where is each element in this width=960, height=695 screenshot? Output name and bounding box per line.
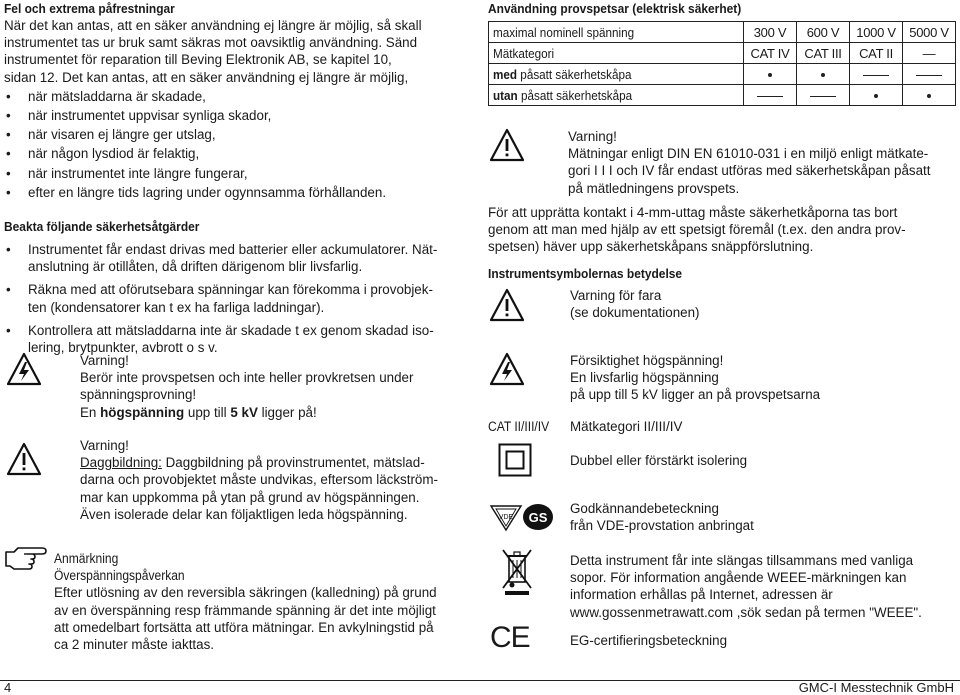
symbol-desc-high-voltage (570, 352, 956, 404)
table-cell (903, 85, 956, 106)
probe-usage-table (488, 21, 956, 106)
text-line: instrumentet tas ur bruk samt säkras mot oavsiktlig användning. Sänd (4, 35, 418, 51)
high-voltage-warning-icon (6, 352, 42, 386)
text-line: spetsen) häver upp säkerhetskåpans snäppförslutning. (488, 239, 814, 255)
warning-title: Varning! (80, 353, 129, 368)
page-number: 4 (4, 680, 12, 695)
text-line: När det kan antas, att en säker användning ej längre är möjlig, så skall (4, 18, 422, 33)
text-line: Godkännandebeteckning (570, 501, 719, 516)
text-line: För att upprätta kontakt i 4-mm-uttag måste säkerhetkåporna tas bort (488, 205, 898, 220)
list-item: • när någon lysdiod är felaktig, (4, 145, 470, 162)
table-cell (797, 64, 850, 85)
left-column (4, 0, 470, 356)
text-line: instrumentet för reparation till Beving Elektronik AB, se kapitel 10, (4, 52, 392, 68)
precautions-list (4, 241, 470, 356)
faults-list (4, 88, 470, 201)
highlight: 5 kV (230, 404, 258, 420)
table-cell: CAT III (797, 43, 850, 64)
footer-company: GMC-I Messtechnik GmbH (798, 680, 954, 695)
symbol-desc-weee (570, 552, 956, 621)
table-cell: 5000 V (903, 22, 956, 43)
text-line: genom att man med hjälp av ett spetsigt föremål (t.ex. den andra prov- (488, 222, 906, 238)
text-line: EG-certifieringsbeteckning (570, 633, 728, 648)
text-line: Efter utlösning av den reversibla säkringen (kalledning) på grund (54, 585, 437, 601)
note-subtitle: Överspänningspåverkan (54, 568, 185, 584)
highlight: Daggbildning: (80, 455, 162, 471)
text-line: gori I I I och IV får endast utföras med säkerhetskåpan påsatt (568, 163, 931, 179)
text-line: mar kan uppkomma på ytan på grund av högspänningen. (80, 489, 420, 505)
table-cell (744, 85, 797, 106)
text-line: information erhållas på Internet, adressen är (570, 587, 833, 603)
text-line: ca 2 minuter måste iakttas. (54, 637, 215, 653)
table-row (489, 64, 956, 85)
category-symbol: CAT II/III/IV (488, 419, 550, 434)
text-line: sidan 12. Det kan antas, att en säker användning ej längre är möjlig, (4, 69, 409, 85)
text-line: Mätningar enligt DIN EN 61010-031 i en miljö enligt mätkate- (568, 146, 929, 162)
table-cell (903, 64, 956, 85)
warning-triangle-icon (6, 442, 42, 476)
list-item: • när visaren ej längre ger utslag, (4, 126, 470, 143)
table-cell (850, 85, 903, 106)
pointing-hand-icon (4, 544, 48, 570)
ce-mark-icon: CE (490, 621, 530, 654)
gs-text: GS (528, 510, 548, 525)
note-title: Anmärkning (54, 551, 119, 566)
table-cell: — (903, 43, 956, 64)
text-line: lering, brytpunkter, avbrott o s v. (28, 340, 218, 356)
vde-text: VDE (498, 514, 514, 521)
warning-triangle-icon (489, 128, 525, 162)
high-voltage-warning-icon (489, 352, 525, 386)
not-allowed-dash (916, 75, 942, 76)
not-allowed-dash (757, 96, 783, 97)
text-line: En högspänning upp till 5 kV ligger på! (80, 404, 317, 420)
list-item: • när instrumentet inte längre fungerar, (4, 165, 470, 182)
text-line: darna och provobjektet måste undvikas, eftersom läckström- (80, 472, 438, 488)
table-cell: maximal nominell spänning (489, 22, 744, 43)
table-cell (797, 85, 850, 106)
allowed-dot (874, 94, 878, 98)
text-line: Försiktighet högspänning! (570, 353, 724, 368)
text-line: spänningsprovning! (80, 387, 197, 403)
table-cell: 300 V (744, 22, 797, 43)
symbol-desc-ce (570, 632, 956, 649)
table-title: Användning provspetsar (elektrisk säkerhet) (488, 1, 742, 16)
table-cell (744, 64, 797, 85)
text-line: Dubbel eller förstärkt isolering (570, 453, 748, 468)
symbol-desc-approval (570, 500, 956, 534)
section-title-faults: Fel och extrema påfrestningar (4, 1, 175, 16)
list-item: • när instrumentet uppvisar synliga skador, (4, 107, 470, 124)
symbol-desc-danger (570, 287, 956, 321)
note-overvoltage (54, 550, 470, 653)
table-row (489, 85, 956, 106)
symbol-desc-insulation (570, 452, 956, 469)
table-cell: utan påsatt säkerhetskåpa (489, 85, 744, 106)
text-line: Räkna med att oförutsebara spänningar kan förekomma i provobjek- (28, 282, 433, 298)
table-cell: 600 V (797, 22, 850, 43)
list-item (4, 281, 470, 315)
text-line: En livsfarlig högspänning (570, 370, 719, 386)
highlight: högspänning (100, 404, 185, 420)
double-insulation-icon (498, 443, 532, 477)
text-line: sopor. För information angående WEEE-märkningen kan (570, 570, 907, 586)
text-line: på mätledningens provspets. (568, 180, 740, 196)
table-cell: CAT II (850, 43, 903, 64)
text-line: Mätkategori II/III/IV (570, 419, 683, 434)
warning-title: Varning! (80, 438, 129, 453)
right-column (488, 0, 956, 106)
list-item (4, 241, 470, 275)
not-allowed-dash (810, 96, 836, 97)
text-line: Även isolerade delar kan följaktligen leda högspänning. (80, 506, 408, 522)
text-line: Kontrollera att mätsladdarna inte är skadade t ex genom skadad iso- (28, 322, 434, 338)
symbol-desc-category (570, 418, 956, 435)
text-line: att omedelbart fortsätta att utföra mätningar. En avkylningstid på (54, 619, 434, 635)
allowed-dot (927, 94, 931, 98)
faults-paragraph (4, 17, 470, 86)
warning-title: Varning! (568, 129, 617, 144)
table-cell: med påsatt säkerhetskåpa (489, 64, 744, 85)
table-row (489, 43, 956, 64)
warning-high-voltage (80, 352, 470, 421)
warning-category (568, 128, 958, 197)
text-line: Instrumentet får endast drivas med batterier eller ackumulatorer. Nät- (28, 242, 438, 258)
text-line: av en överspänning resp främmande spänning är det inte möjligt (54, 602, 436, 618)
table-cell: CAT IV (744, 43, 797, 64)
text-line: anslutning är otillåten, då driften därigenom blir livsfarlig. (28, 259, 363, 275)
symbols-title: Instrumentsymbolernas betydelse (488, 266, 683, 281)
text-line: Detta instrument får inte slängas tillsammans med vanliga (570, 553, 914, 568)
warning-triangle-icon (489, 288, 525, 322)
table-cell (850, 64, 903, 85)
text-line: från VDE-provstation anbringat (570, 518, 754, 534)
allowed-dot (768, 73, 772, 77)
table-row (489, 22, 956, 43)
allowed-dot (821, 73, 825, 77)
text-line: www.gossenmetrawatt.com ,sök sedan på termen "WEEE". (570, 604, 922, 620)
weee-crossed-bin-icon (500, 546, 534, 596)
list-item: • när mätsladdarna är skadade, (4, 88, 470, 105)
table-cell: 1000 V (850, 22, 903, 43)
warning-dew (80, 437, 470, 523)
section-title-precautions: Beakta följande säkerhetsåtgärder (4, 219, 200, 235)
text-line: Daggbildning: Daggbildning på provinstrumentet, mätslad- (80, 455, 425, 471)
vde-gs-approval-icon (488, 500, 558, 532)
text-line: (se dokumentationen) (570, 305, 700, 321)
table-cell: Mätkategori (489, 43, 744, 64)
not-allowed-dash (863, 75, 889, 76)
text-line: ten (kondensatorer kan t ex ha farliga laddningar). (28, 299, 325, 315)
text-line: Varning för fara (570, 288, 662, 303)
text-line: på upp till 5 kV ligger an på provspetsarna (570, 387, 821, 403)
contact-paragraph (488, 204, 958, 256)
text-line: Berör inte provspetsen och inte heller provkretsen under (80, 370, 414, 386)
list-item: • efter en längre tids lagring under ogynnsamma förhållanden. (4, 184, 470, 201)
